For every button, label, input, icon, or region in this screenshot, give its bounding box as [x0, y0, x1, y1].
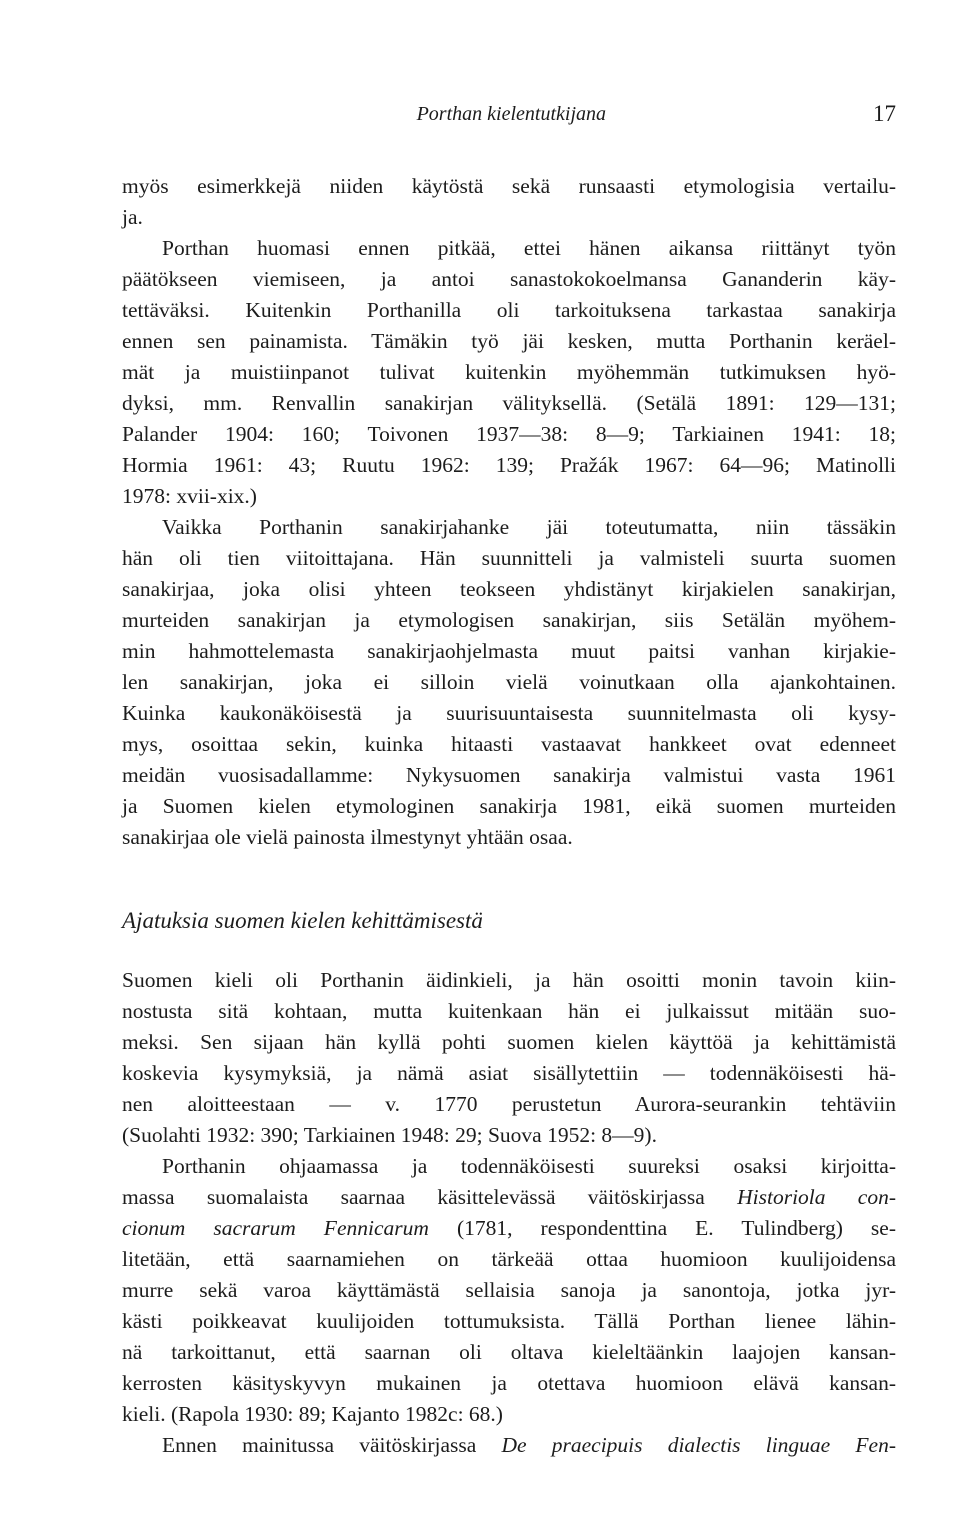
text-run: Ennen mainitussa väitöskirjassa — [162, 1433, 502, 1457]
text-line: Palander 1904: 160; Toivonen 1937—38: 8—9; Tarkiainen 1941: 18; — [122, 422, 896, 446]
text-line: Suomen kieli oli Porthanin äidinkieli, ja hän osoitti monin tavoin kiin- — [122, 968, 896, 992]
text-line: murteiden sanakirjan ja etymologisen sanakirjan, siis Setälän myöhem- — [122, 608, 896, 632]
text-line: dyksi, mm. Renvallin sanakirjan välityksellä. (Setälä 1891: 129—131; — [122, 391, 896, 415]
text-line: min hahmottelemasta sanakirjaohjelmasta muut paitsi vanhan kirjakie- — [122, 639, 896, 663]
text-line: nä tarkoittanut, että saarnan oli oltava kieleltäänkin laajojen kansan- — [122, 1340, 896, 1364]
text-run: massa suomalaista saarnaa käsittelevässä väitöskirjassa — [122, 1185, 738, 1209]
text-line: nostusta sitä kohtaan, mutta kuitenkaan hän ei julkaissut mitään suo- — [122, 999, 896, 1023]
text-line: murre sekä varoa käyttämästä sellaisia sanoja ja sanontoja, jotka jyr- — [122, 1278, 896, 1302]
text-line: Hormia 1961: 43; Ruutu 1962: 139; Pražák 1967: 64—96; Matinolli — [122, 453, 896, 477]
text-run: (1781, respondenttina E. Tulindberg) se- — [428, 1216, 896, 1240]
text-line: sanakirjaa, joka olisi yhteen teokseen yhdistänyt kirjakielen sanakirjan, — [122, 577, 896, 601]
text-line: Porthan huomasi ennen pitkää, ettei hänen aikansa riittänyt työn — [162, 236, 896, 260]
text-line: 1978: xvii-xix.) — [122, 484, 257, 508]
text-line: kieli. (Rapola 1930: 89; Kajanto 1982c: 68.) — [122, 1402, 503, 1426]
text-line: myös esimerkkejä niiden käytöstä sekä runsaasti etymologisia vertailu- — [122, 174, 896, 198]
text-line: ennen sen painamista. Tämäkin työ jäi kesken, mutta Porthanin keräel- — [122, 329, 896, 353]
text-line: tettäväksi. Kuitenkin Porthanilla oli tarkoituksena tarkastaa sanakirja — [122, 298, 896, 322]
text-line: päätökseen viemiseen, ja antoi sanastokokoelmansa Gananderin käy- — [122, 267, 896, 291]
text-line: sanakirjaa ole vielä painosta ilmestynyt yhtään osaa. — [122, 825, 573, 849]
italic-title: De praecipuis dialectis linguae Fen- — [501, 1433, 896, 1457]
text-line: Vaikka Porthanin sanakirjahanke jäi toteutumatta, niin tässäkin — [162, 515, 896, 539]
text-line — [122, 1430, 896, 1461]
text-line: ja Suomen kielen etymologinen sanakirja 1981, eikä suomen murteiden — [122, 794, 896, 818]
text-line: koskevia kysymyksiä, ja nämä asiat sisällytettiin — todennäköisesti hä- — [122, 1061, 896, 1085]
text-line: ja. — [122, 205, 143, 229]
text-line: meksi. Sen sijaan hän kyllä pohti suomen kielen käyttöä ja kehittämistä — [122, 1030, 896, 1054]
text-line: Kuinka kaukonäköisestä ja suurisuuntaisesta suunnitelmasta oli kysy- — [122, 701, 896, 725]
page-number: 17 — [873, 101, 896, 126]
text-line: len sanakirjan, joka ei silloin vielä voinutkaan olla ajankohtainen. — [122, 670, 896, 694]
text-line: hän oli tien viitoittajana. Hän suunnitteli ja valmisteli suurta suomen — [122, 546, 896, 570]
text-line: meidän vuosisadallamme: Nykysuomen sanakirja valmistui vasta 1961 — [122, 763, 896, 787]
text-line — [122, 1213, 896, 1244]
text-line: kästi poikkeavat kuulijoiden tottumuksista. Tällä Porthan lienee lähin- — [122, 1309, 896, 1333]
text-line: mät ja muistiinpanot tulivat kuitenkin myöhemmän tutkimuksen hyö- — [122, 360, 896, 384]
italic-title: cionum sacrarum Fennicarum — [122, 1216, 429, 1240]
text-line: mys, osoittaa sekin, kuinka hitaasti vastaavat hankkeet ovat edenneet — [122, 732, 896, 756]
section-heading: Ajatuksia suomen kielen kehittämisestä — [122, 908, 483, 933]
body-text-block-2 — [122, 965, 896, 1461]
text-line: kerrosten käsityskyvyn mukainen ja otettava huomioon elävä kansan- — [122, 1371, 896, 1395]
page-header — [122, 98, 896, 130]
text-line: nen aloitteestaan — v. 1770 perustetun Aurora-seurankin tehtäviin — [122, 1092, 896, 1116]
running-title: Porthan kielentutkijana — [416, 103, 606, 125]
text-line — [122, 1182, 896, 1213]
text-line: (Suolahti 1932: 390; Tarkiainen 1948: 29; Suova 1952: 8—9). — [122, 1123, 657, 1147]
text-line: Porthanin ohjaamassa ja todennäköisesti suureksi osaksi kirjoitta- — [162, 1154, 896, 1178]
text-line: litetään, että saarnamiehen on tärkeää ottaa huomioon kuulijoidensa — [122, 1247, 896, 1271]
body-text-block-1 — [122, 171, 896, 853]
italic-title: Historiola con- — [737, 1185, 896, 1209]
